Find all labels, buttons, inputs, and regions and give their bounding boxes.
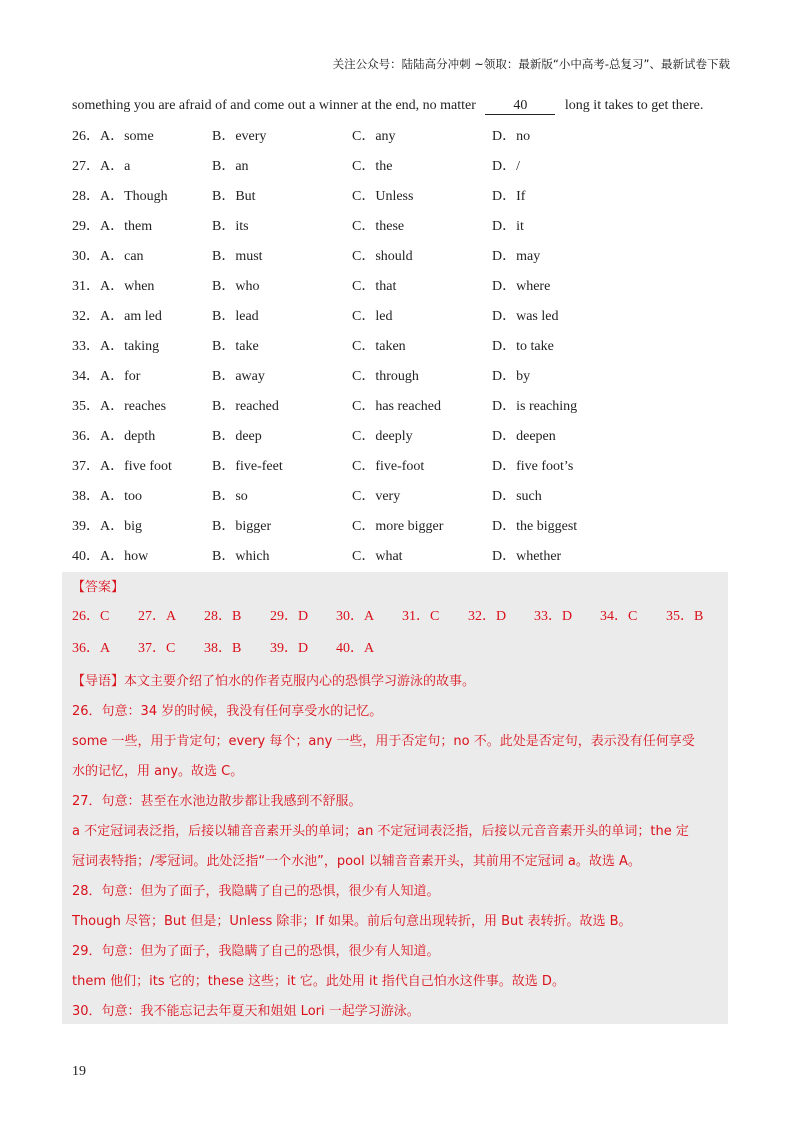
question-row	[72, 182, 732, 212]
option-c: C．led	[352, 309, 393, 324]
option-a: A．taking	[100, 339, 160, 354]
option-d: D．/	[492, 159, 520, 174]
question-row	[72, 512, 732, 542]
option-d: D．it	[492, 219, 524, 234]
answer-heading: 【答案】	[72, 580, 125, 595]
option-a: A．too	[100, 489, 142, 504]
option-a: A．can	[100, 249, 144, 264]
option-c: C．what	[352, 549, 403, 564]
explanation-line: 冠词表特指；/零冠词。此处泛指“一个水池”，pool 以辅音音素开头，其前用不定冠词 a。故选 A。	[72, 854, 641, 869]
answer-item: 39．D	[270, 641, 309, 656]
option-c: C．deeply	[352, 429, 413, 444]
option-d: D．whether	[492, 549, 562, 564]
option-a: A．depth	[100, 429, 156, 444]
question-number: 26．	[72, 129, 100, 144]
option-a: A．when	[100, 279, 155, 294]
option-a: A．reaches	[100, 399, 167, 414]
question-number: 33．	[72, 339, 100, 354]
question-row	[72, 422, 732, 452]
blank-40: 40	[485, 98, 555, 115]
option-c: C．these	[352, 219, 405, 234]
option-c: C．very	[352, 489, 401, 504]
option-b: B．so	[212, 489, 248, 504]
option-a: A．big	[100, 519, 142, 534]
answer-section	[62, 572, 728, 1024]
question-row	[72, 332, 732, 362]
explanation-line: a 不定冠词表泛指，后接以辅音音素开头的单词；an 不定冠词表泛指，后接以元音音素开头的单词；the 定	[72, 824, 689, 839]
answer-item: 29．D	[270, 609, 309, 624]
question-number: 27．	[72, 159, 100, 174]
option-a: A．a	[100, 159, 131, 174]
explanation-line: 【导语】本文主要介绍了怕水的作者克服内心的恐惧学习游泳的故事。	[72, 674, 476, 689]
explanation-line: 29．句意：但为了面子，我隐瞒了自己的恐惧，很少有人知道。	[72, 944, 440, 959]
passage-text-after: long it takes to get there.	[564, 98, 704, 113]
option-d: D．five foot’s	[492, 459, 574, 474]
option-b: B．deep	[212, 429, 262, 444]
answer-item: 33．D	[534, 609, 573, 624]
explanation-line: 30．句意：我不能忘记去年夏天和姐姐 Lori 一起学习游泳。	[72, 1004, 420, 1019]
option-d: D．was led	[492, 309, 559, 324]
options-list	[72, 122, 732, 572]
option-a: A．some	[100, 129, 154, 144]
answer-item: 36．A	[72, 641, 111, 656]
question-row	[72, 362, 732, 392]
option-b: B．lead	[212, 309, 259, 324]
explanation-line: 26．句意：34 岁的时候，我没有任何享受水的记忆。	[72, 704, 383, 719]
option-b: B．which	[212, 549, 270, 564]
option-c: C．taken	[352, 339, 406, 354]
explanation-line: 27．句意：甚至在水池边散步都让我感到不舒服。	[72, 794, 362, 809]
page-header: 关注公众号：陆陆高分冲刺 ~领取：最新版“小中高考-总复习”、最新试卷下载	[332, 57, 730, 71]
option-b: B．every	[212, 129, 267, 144]
option-c: C．five-foot	[352, 459, 425, 474]
answer-item: 34．C	[600, 609, 638, 624]
answer-item: 38．B	[204, 641, 242, 656]
answer-item: 30．A	[336, 609, 375, 624]
explanation-line: 28．句意：但为了面子，我隐瞒了自己的恐惧，很少有人知道。	[72, 884, 440, 899]
option-c: C．the	[352, 159, 393, 174]
option-d: D．no	[492, 129, 531, 144]
question-number: 32．	[72, 309, 100, 324]
answer-item: 32．D	[468, 609, 507, 624]
question-row	[72, 482, 732, 512]
option-c: C．more bigger	[352, 519, 444, 534]
option-d: D．to take	[492, 339, 554, 354]
explanation-line: Though 尽管；But 但是；Unless 除非；If 如果。前后句意出现转折，用 But 表转折。故选 B。	[72, 914, 632, 929]
option-a: A．how	[100, 549, 149, 564]
answer-item: 37．C	[138, 641, 176, 656]
option-d: D．where	[492, 279, 551, 294]
option-d: D．is reaching	[492, 399, 578, 414]
answer-item: 35．B	[666, 609, 704, 624]
answer-item: 28．B	[204, 609, 242, 624]
explanation-line: them 他们；its 它的；these 这些；it 它。此处用 it 指代自己怕水这件事。故选 D。	[72, 974, 565, 989]
explanation-line: some 一些，用于肯定句；every 每个；any 一些，用于否定句；no 不。此处是否定句，表示没有任何享受	[72, 734, 695, 749]
explanation-line: 水的记忆，用 any。故选 C。	[72, 764, 244, 779]
question-number: 30．	[72, 249, 100, 264]
answer-item: 40．A	[336, 641, 375, 656]
option-d: D．such	[492, 489, 542, 504]
option-b: B．must	[212, 249, 263, 264]
option-c: C．that	[352, 279, 397, 294]
question-row	[72, 272, 732, 302]
option-b: B．reached	[212, 399, 279, 414]
question-number: 37．	[72, 459, 100, 474]
question-number: 39．	[72, 519, 100, 534]
question-row	[72, 242, 732, 272]
question-row	[72, 452, 732, 482]
option-d: D．by	[492, 369, 531, 384]
passage-text-before: something you are afraid of and come out a winner at the end, no matter	[72, 98, 476, 113]
option-b: B．an	[212, 159, 249, 174]
option-a: A．for	[100, 369, 141, 384]
option-c: C．should	[352, 249, 413, 264]
option-c: C．any	[352, 129, 396, 144]
question-number: 38．	[72, 489, 100, 504]
answer-item: 31．C	[402, 609, 440, 624]
answer-item: 27．A	[138, 609, 177, 624]
option-b: B．But	[212, 189, 256, 204]
question-row	[72, 122, 732, 152]
option-b: B．its	[212, 219, 249, 234]
question-number: 35．	[72, 399, 100, 414]
question-row	[72, 152, 732, 182]
question-number: 36．	[72, 429, 100, 444]
option-d: D．If	[492, 189, 526, 204]
option-d: D．may	[492, 249, 541, 264]
option-a: A．am led	[100, 309, 162, 324]
option-b: B．away	[212, 369, 265, 384]
answer-item: 26．C	[72, 609, 110, 624]
option-b: B．take	[212, 339, 259, 354]
option-c: C．has reached	[352, 399, 442, 414]
option-a: A．Though	[100, 189, 168, 204]
question-row	[72, 392, 732, 422]
question-number: 29．	[72, 219, 100, 234]
question-number: 40．	[72, 549, 100, 564]
page-number: 19	[72, 1064, 86, 1079]
question-number: 28．	[72, 189, 100, 204]
option-b: B．bigger	[212, 519, 272, 534]
question-row	[72, 302, 732, 332]
question-row	[72, 542, 732, 572]
question-number: 31．	[72, 279, 100, 294]
option-d: D．deepen	[492, 429, 556, 444]
passage-line	[72, 98, 740, 115]
question-row	[72, 212, 732, 242]
option-a: A．them	[100, 219, 153, 234]
option-c: C．through	[352, 369, 419, 384]
option-a: A．five foot	[100, 459, 172, 474]
option-b: B．who	[212, 279, 260, 294]
option-c: C．Unless	[352, 189, 414, 204]
option-b: B．five-feet	[212, 459, 283, 474]
option-d: D．the biggest	[492, 519, 578, 534]
question-number: 34．	[72, 369, 100, 384]
